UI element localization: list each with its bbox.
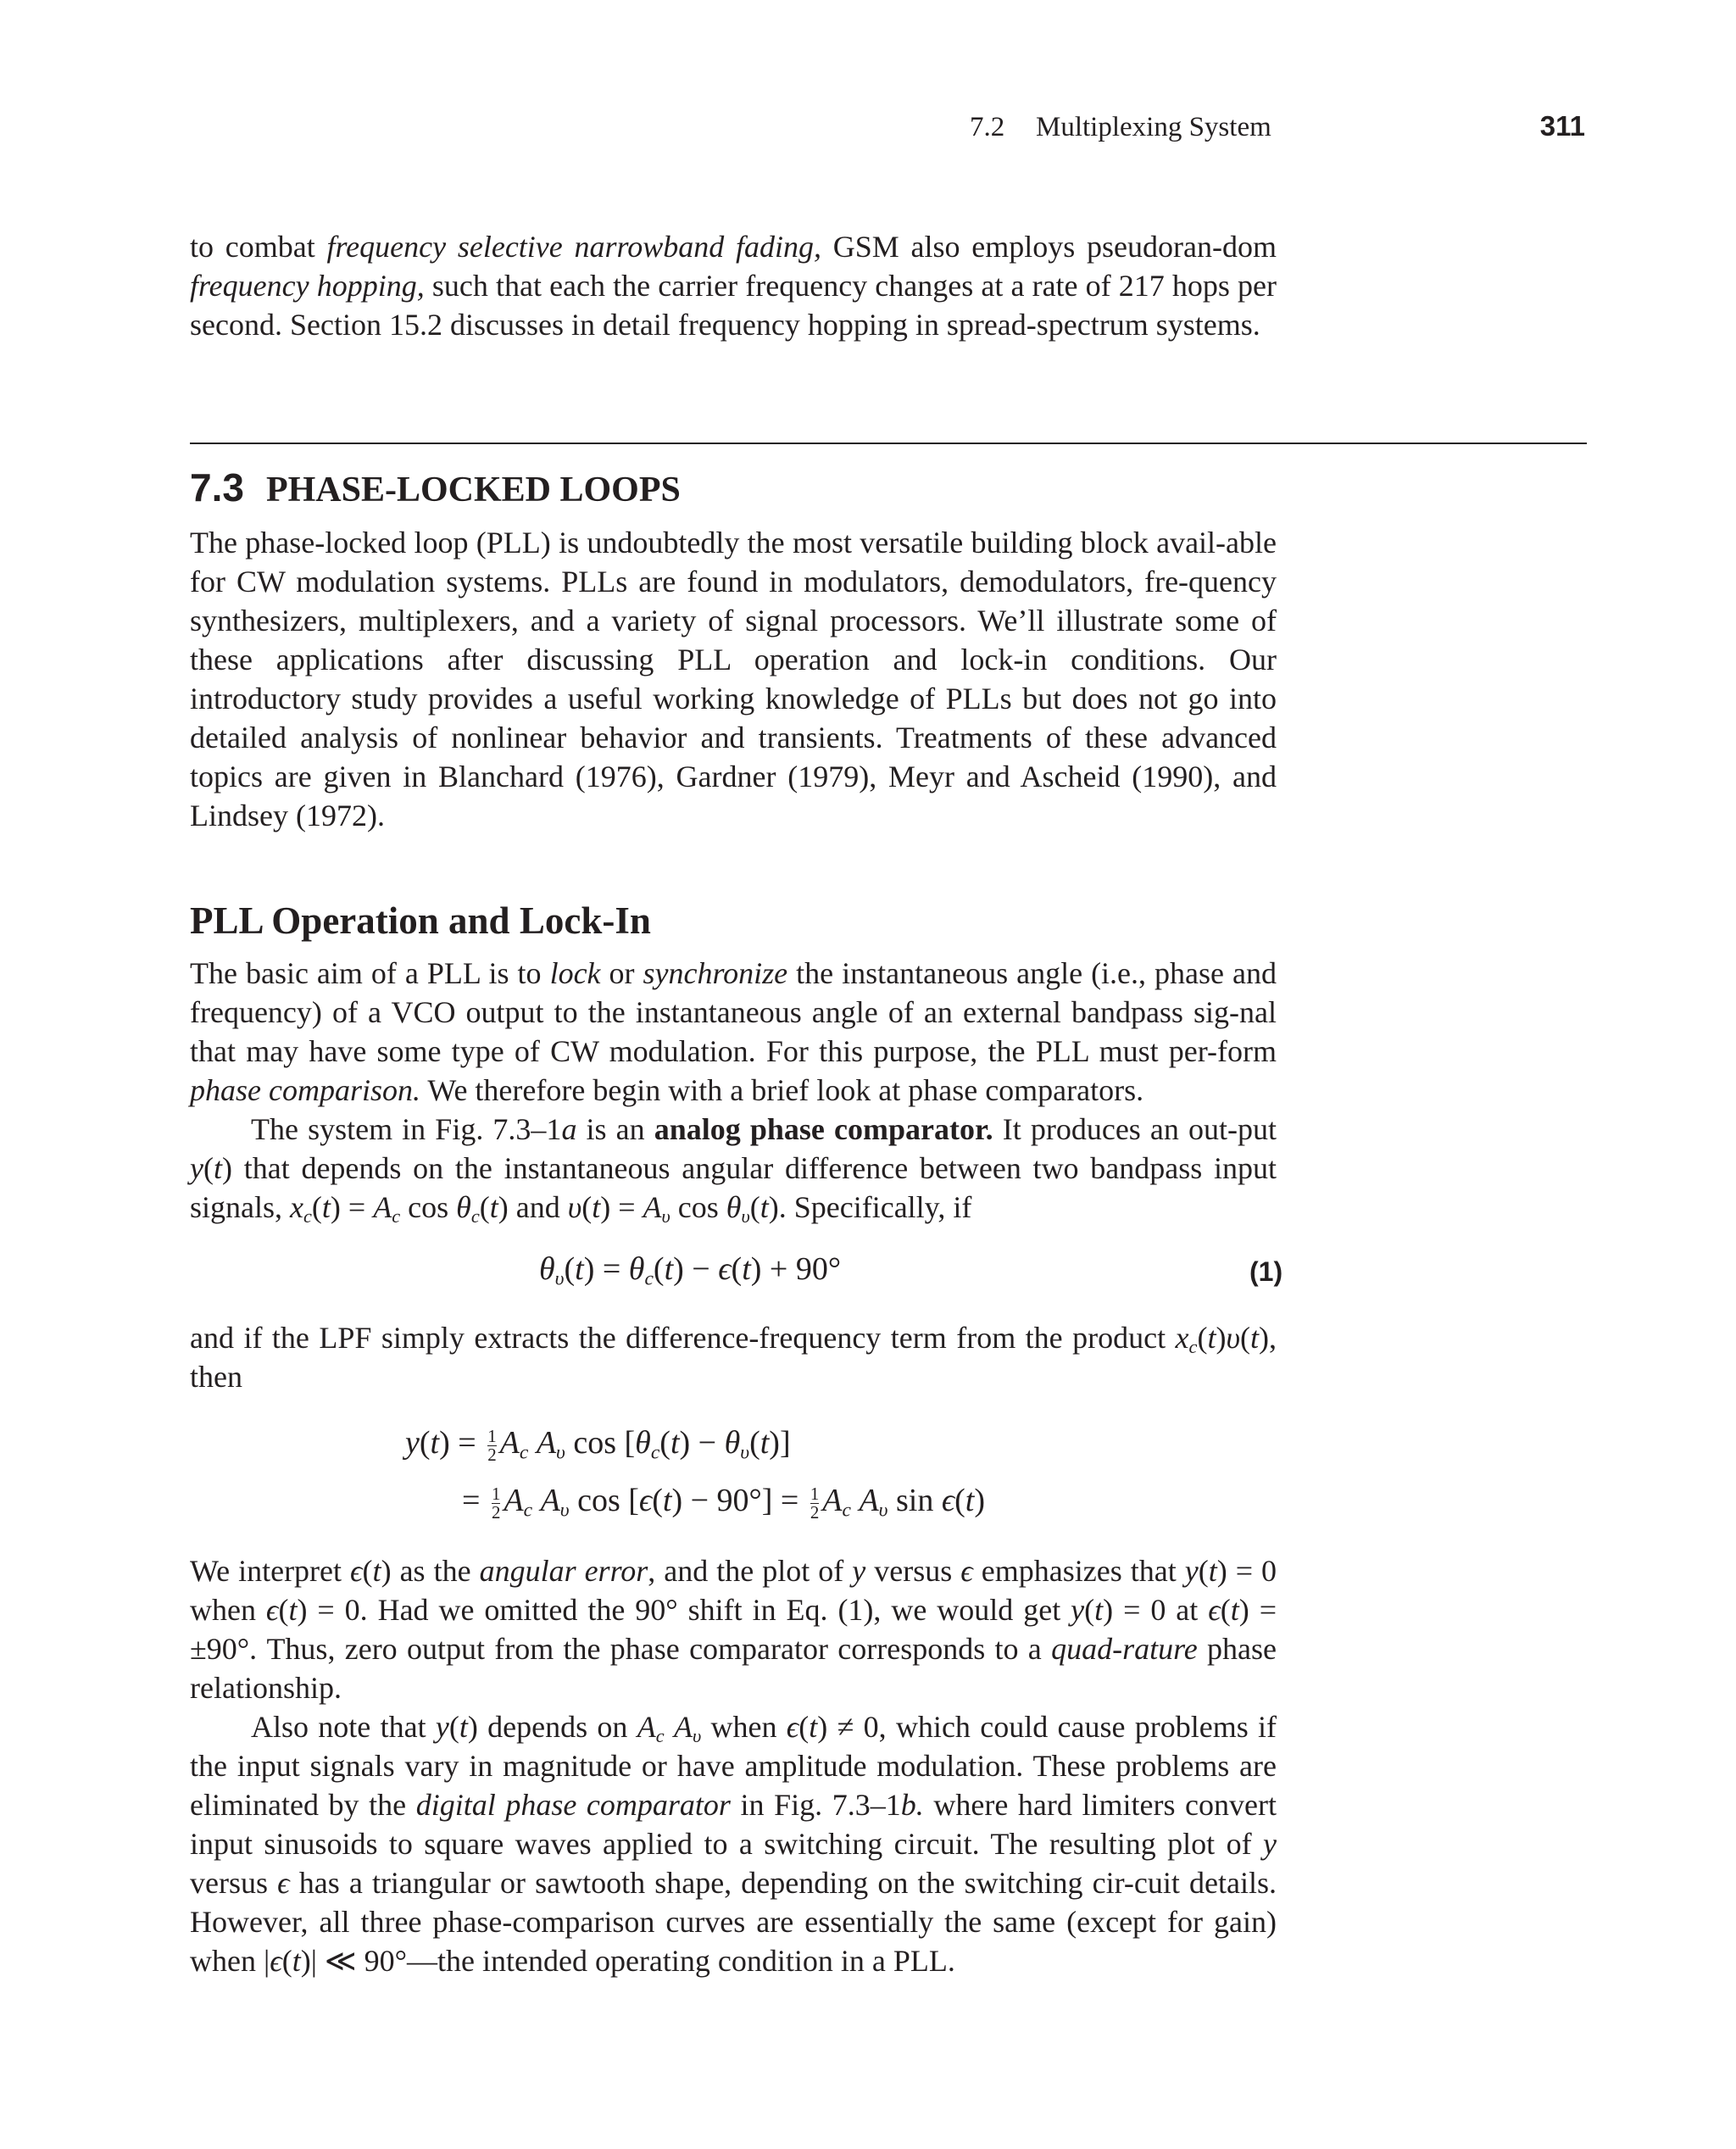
page-number: 311 [1539, 110, 1585, 142]
section-title: PHASE-LOCKED LOOPS [265, 470, 681, 509]
paragraph-lpf: and if the LPF simply extracts the difference-frequency term from the product $x_c(t)\upsilon(t)$, then [190, 1321, 1277, 1394]
body-paragraphs-2 [190, 1551, 1277, 1980]
equation-number: (1) [1249, 1256, 1283, 1287]
section-divider [190, 443, 1587, 444]
section-number: 7.3 [190, 465, 244, 509]
running-head-section-title: Multiplexing System [1036, 112, 1271, 142]
paragraph-digital-comparator: Also note that y(t) depends on $A_c$ $A_\upsilon$ when ϵ(t) ≠ 0, which could cause problems if the input signals vary in magnitude or have amplitude modulation. These problems are eliminated by the digital phase comparator in Fig. 7.3–1b. where hard limiters convert input sinusoids to square waves applied to a switching circuit. The resulting plot of y versus ϵ has a triangular or sawtooth shape, depending on the switching cir-cuit details. However, all three phase-comparison curves are essentially the same (except for gain) when |ϵ(t)| ≪ 90°—the intended operating condition in a PLL. [190, 1710, 1277, 1978]
section-intro-paragraph: The phase-locked loop (PLL) is undoubtedly the most versatile building block avail-able for CW modulation systems. PLLs are found in modulators, demodulators, fre-quency synthesizers, multiplexers, and a variety of signal processors. We’ll illustrate some of these applications after discussing PLL operation and lock-in conditions. Our introductory study provides a useful working knowledge of PLLs but does not go into detailed analysis of nonlinear behavior and transients. Treatments of these advanced topics are given in Blanchard (1976), Gardner (1979), Meyr and Ascheid (1990), and Lindsey (1972). [190, 526, 1277, 832]
equation-product-line1: y(t) = $\frac{1}{2}$ $A_c$ $A_\upsilon$ $\cos [\theta_c(t) - \theta_\upsilon(t)]$ [405, 1425, 791, 1465]
running-head-section-number: 7.2 [970, 112, 1005, 142]
paragraph-lock-aim: The basic aim of a PLL is to lock or synchronize the instantaneous angle (i.e., phase and frequency) of a VCO output to the instantaneous angle of an external bandpass sig-nal that may have some type of CW modulation. For this purpose, the PLL must per-form phase comparison. We therefore begin with a brief look at phase comparators. [190, 956, 1277, 1107]
equation-product-line2: = $\frac{1}{2}$ $A_c$ $A_\upsilon$ cos [ϵ(t) − 90°] = $\frac{1}{2}$ $A_c$ $A_\upsilon$ sin ϵ(t) [462, 1483, 986, 1523]
paragraph-analog-comparator: The system in Fig. 7.3–1a is an analog phase comparator. It produces an out-put y(t) that depends on the instantaneous angular difference between two bandpass input signals, $x_c(t) = A_c$ $\cos \theta_c(t)$ and $\upsilon(t) = A_\upsilon$ $\cos \theta_\upsilon(t)$. Specifically, if [190, 1112, 1277, 1228]
equation-1: $\theta_\upsilon(t) = \theta_c(t) - \epsilon(t) + 90^\circ$ [539, 1251, 842, 1290]
section-heading [190, 465, 681, 515]
running-head [966, 109, 1585, 151]
paragraph-angular-error: We interpret ϵ(t) as the angular error, and the plot of y versus ϵ emphasizes that y(t) = 0 when ϵ(t) = 0. Had we omitted the 90° shift in Eq. (1), we would get y(t) = 0 at ϵ(t) = ±90°. Thus, zero output from the phase comparator corresponds to a quad-rature phase relationship. [190, 1554, 1277, 1705]
subsection-title: PLL Operation and Lock-In [190, 899, 651, 942]
intro-paragraph: to combat frequency selective narrowband fading, GSM also employs pseudoran-dom frequency hopping, such that each the carrier frequency changes at a rate of 217 hops per second. Section 15.2 discusses in detail frequency hopping in spread-spectrum systems. [190, 230, 1277, 342]
body-paragraphs-1 [190, 954, 1277, 1227]
